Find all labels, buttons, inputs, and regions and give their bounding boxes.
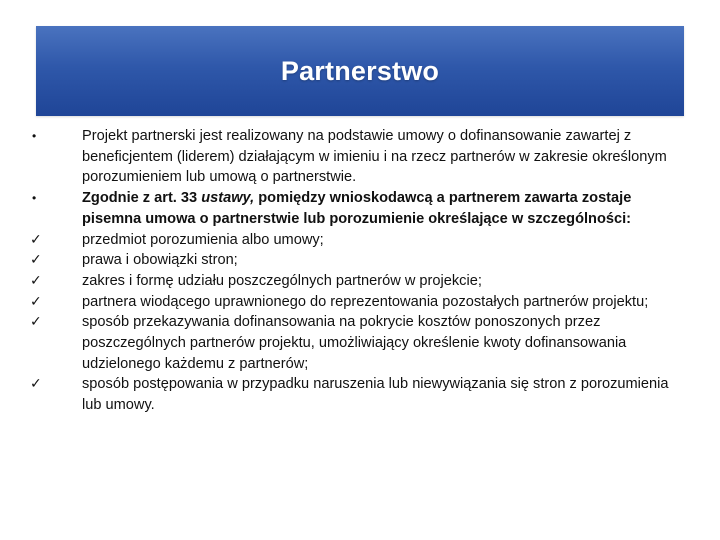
checkmark-icon: ✓ bbox=[30, 272, 42, 289]
list-item-text bbox=[70, 188, 680, 229]
list-item bbox=[30, 126, 680, 188]
checkmark-icon: ✓ bbox=[30, 376, 42, 393]
bullet-list bbox=[30, 126, 680, 416]
slide-title: Partnerstwo bbox=[280, 55, 440, 86]
bullet-dot-icon: • bbox=[32, 129, 37, 143]
list-item-text-emphasis: ustawy, bbox=[201, 190, 255, 207]
list-item-text-part: Zgodnie z art. 33 bbox=[82, 190, 202, 207]
list-item-text: sposób postępowania w przypadku naruszenia lub niewywiązania się stron z porozumienia lub umowy. bbox=[82, 376, 669, 414]
checkmark-icon: ✓ bbox=[30, 231, 42, 248]
bullet-dot-icon: • bbox=[32, 191, 37, 206]
list-item-text-part: pomiędzy wnioskodawcą a partnerem zawarta zostaje pisemna umowa o partnerstwie lub porozumienie określające w szczególności: bbox=[82, 190, 632, 227]
slide-content bbox=[30, 126, 680, 416]
list-item-text: partnera wiodącego uprawnionego do reprezentowania pozostałych partnerów projektu; bbox=[82, 293, 649, 310]
list-item-text: zakres i formę udziału poszczególnych partnerów w projekcie; bbox=[82, 272, 482, 289]
list-item bbox=[30, 188, 680, 229]
list-item-text: Projekt partnerski jest realizowany na podstawie umowy o dofinansowanie zawartej z beneficjentem (liderem) działającym w imieniu i na rzecz partnerów w zakresie określonym porozumieniem lub umową o partnerstwie. bbox=[82, 128, 667, 186]
list-item bbox=[30, 230, 680, 251]
list-item-text: prawa i obowiązki stron; bbox=[82, 252, 238, 269]
list-item-text: sposób przekazywania dofinansowania na pokrycie kosztów ponoszonych przez poszczególnych partnerów projektu, umożliwiający określenie kwoty dofinansowania udzielonego każdemu z partnerów; bbox=[82, 314, 627, 372]
list-item bbox=[30, 292, 680, 313]
list-item-text: przedmiot porozumienia albo umowy; bbox=[82, 231, 324, 248]
list-item bbox=[30, 374, 680, 415]
checkmark-icon: ✓ bbox=[30, 314, 42, 331]
list-item bbox=[30, 271, 680, 292]
checkmark-icon: ✓ bbox=[30, 293, 42, 310]
list-item bbox=[30, 312, 680, 374]
title-banner bbox=[36, 26, 684, 116]
list-item bbox=[30, 250, 680, 271]
checkmark-icon: ✓ bbox=[30, 252, 42, 269]
